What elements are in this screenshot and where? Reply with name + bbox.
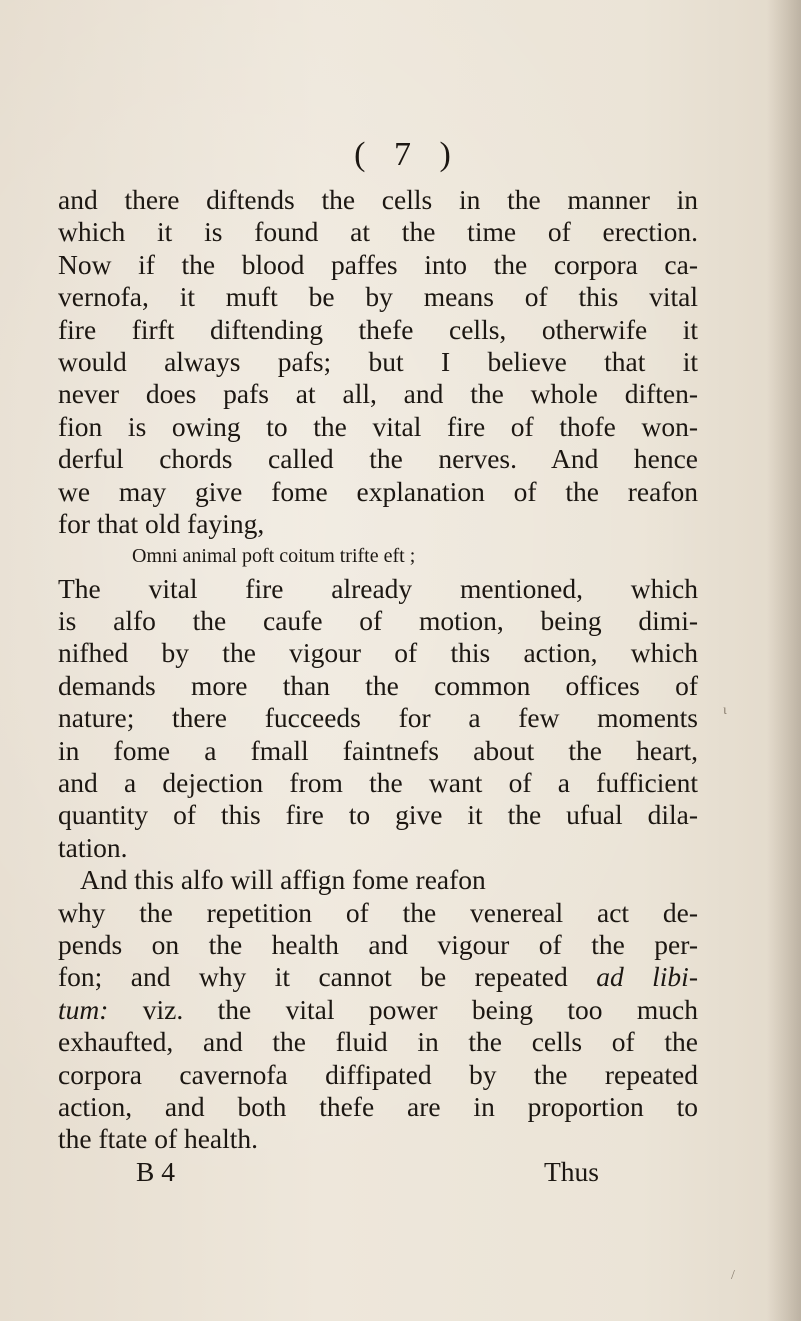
text-line-2: which it is found at the time of erection. — [58, 216, 698, 248]
signature-mark: B 4 — [136, 1155, 175, 1187]
text-line-5: fire firft diftending thefe cells, otherwife it — [58, 313, 698, 345]
body-text — [58, 184, 698, 1188]
text-line-28: corpora cavernofa diffipated by the repeated — [58, 1058, 698, 1090]
text-line-20: quantity of this fire to give it the ufual dila- — [58, 799, 698, 831]
text-line-3: Now if the blood paffes into the corpora ca- — [58, 248, 698, 280]
text-line-18: in fome a fmall faintnefs about the heart, — [58, 734, 698, 766]
stray-mark: / — [731, 1268, 735, 1283]
text-line-19: and a dejection from the want of a fufficient — [58, 767, 698, 799]
text-line-22: And this alfo will affign fome reafon — [80, 864, 486, 896]
text-line-7: never does pafs at all, and the whole diften- — [58, 378, 698, 410]
text-line-15: nifhed by the vigour of this action, which — [58, 637, 698, 669]
text-line-11: for that old faying, — [58, 507, 265, 539]
text-line-25: fon; and why it cannot be repeated ad libi- — [58, 961, 698, 993]
text-line-13: The vital fire already mentioned, which — [58, 572, 698, 604]
catchword: Thus — [544, 1155, 599, 1187]
margin-mark: ι — [723, 703, 727, 718]
text-line-1: and there diftends the cells in the manner in — [58, 184, 698, 215]
text-line-30: the ftate of health. — [58, 1123, 259, 1155]
text-line-10: we may give fome explanation of the reafon — [58, 475, 698, 507]
latin-quotation: Omni animal poft coitum trifte eft ; — [132, 545, 416, 568]
text-line-6: would always pafs; but I believe that it — [58, 345, 698, 377]
text-line-29: action, and both thefe are in proportion to — [58, 1090, 698, 1122]
text-line-27: exhaufted, and the fluid in the cells of the — [58, 1026, 698, 1058]
text-line-23: why the repetition of the venereal act de- — [58, 896, 698, 928]
text-line-17: nature; there fucceeds for a few moments — [58, 702, 698, 734]
text-line-16: demands more than the common offices of — [58, 669, 698, 701]
text-line-9: derful chords called the nerves. And hence — [58, 443, 698, 475]
footer-line — [58, 1156, 698, 1188]
page-number-header: ( 7 ) — [354, 136, 461, 173]
text-line-24: pends on the health and vigour of the per- — [58, 928, 698, 960]
text-line-14: is alfo the caufe of motion, being dimi- — [58, 605, 698, 637]
text-line-4: vernofa, it muft be by means of this vital — [58, 281, 698, 313]
text-line-21: tation. — [58, 831, 128, 863]
text-line-26: tum: viz. the vital power being too much — [58, 993, 698, 1025]
page-fold-shadow — [767, 0, 801, 1321]
text-line-8: fion is owing to the vital fire of thofe won- — [58, 410, 698, 442]
